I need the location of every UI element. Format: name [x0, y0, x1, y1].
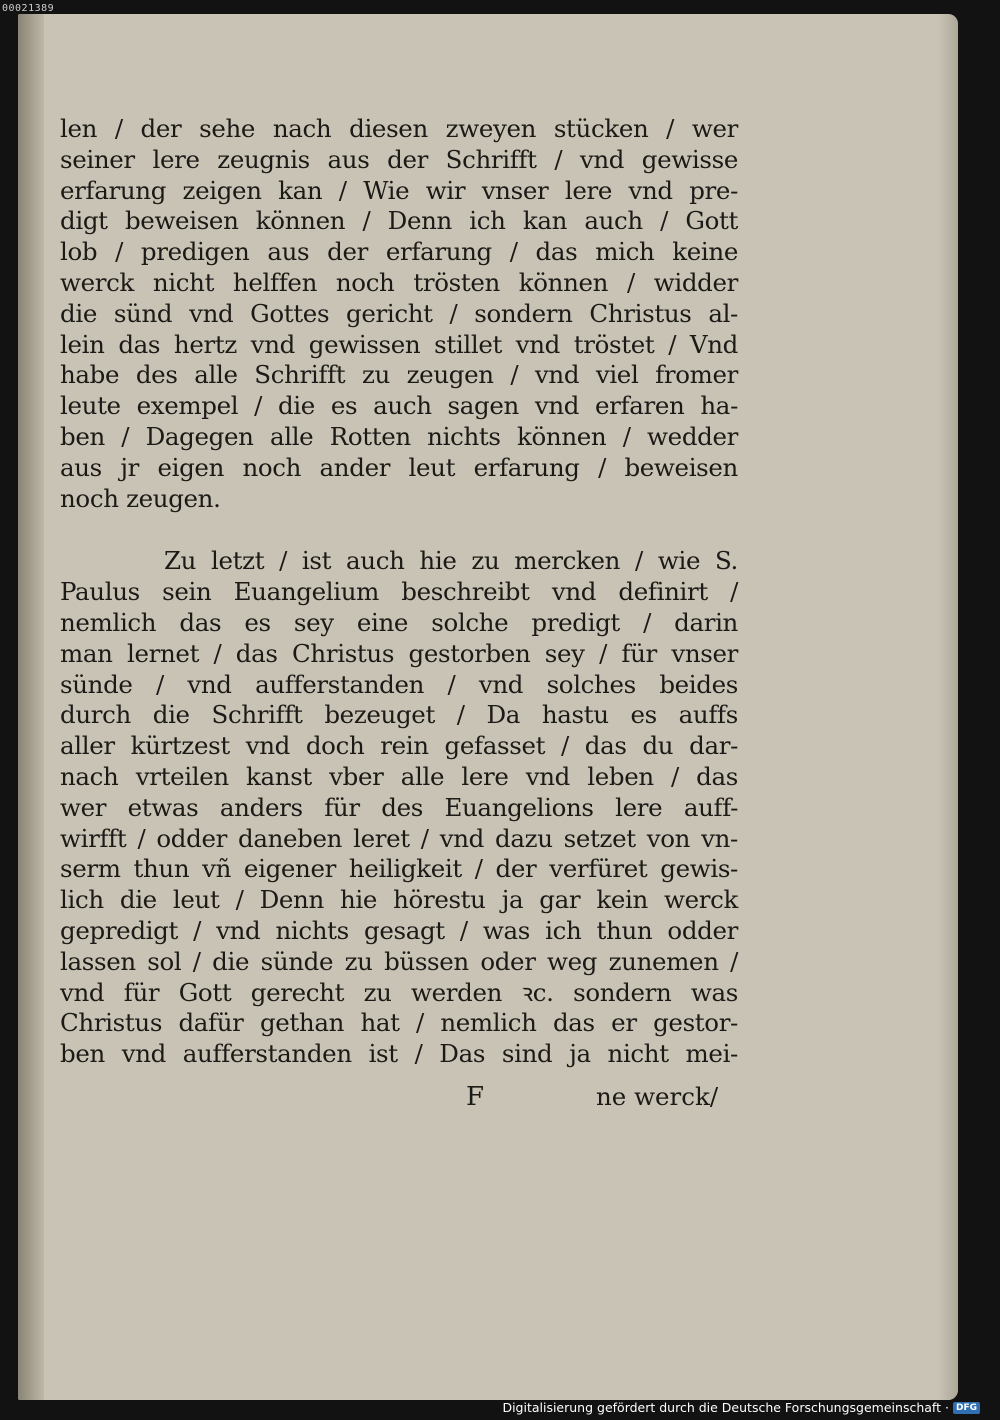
text-line: lein das hertz vnd gewissen stillet vnd tröstet / Vnd: [60, 329, 738, 359]
text-line: nemlich das es sey eine solche predigt / darin: [60, 607, 738, 637]
text-line: gepredigt / vnd nichts gesagt / was ich thun odder: [60, 915, 738, 945]
text-line: ben / Dagegen alle Rotten nichts können / wedder: [60, 421, 738, 451]
page-gutter: [18, 14, 44, 1400]
page-edge: [938, 14, 958, 1400]
scan-id: 00021389: [2, 3, 55, 14]
paragraph-1: [60, 114, 738, 514]
separator-dot: ·: [945, 1400, 949, 1415]
text-line: nach vrteilen kanst vber alle lere vnd leben / das: [60, 761, 738, 791]
text-line: noch zeugen.: [60, 483, 221, 513]
text-line: leute exempel / die es auch sagen vnd erfaren ha-: [60, 391, 738, 421]
text-line: lob / predigen aus der erfarung / das mich keine: [60, 237, 738, 267]
text-line: digt beweisen können / Denn ich kan auch / Gott: [60, 206, 738, 236]
text-line: lich die leut / Denn hie hörestu ja gar kein werck: [60, 885, 738, 915]
text-line: werck nicht helffen noch trösten können / widder: [60, 267, 738, 297]
text-line: wer etwas anders für des Euangelions lere auff-: [60, 792, 738, 822]
text-line: man lernet / das Christus gestorben sey / für vnser: [60, 638, 738, 668]
body-text: [60, 114, 738, 1070]
text-line: wirfft / odder daneben leret / vnd dazu setzet von vn-: [60, 823, 738, 853]
paragraph-gap: [60, 514, 738, 546]
text-line: lassen sol / die sünde zu büssen oder weg zunemen /: [60, 946, 738, 976]
signature-mark: F: [466, 1082, 485, 1112]
text-line: Christus dafür gethan hat / nemlich das er gestor-: [60, 1008, 738, 1038]
text-line: aus jr eigen noch ander leut erfarung / beweisen: [60, 452, 738, 482]
credit-text: Digitalisierung gefördert durch die Deutsche Forschungsgemeinschaft: [502, 1400, 941, 1415]
text-line: seiner lere zeugnis aus der Schrifft / vnd gewisse: [60, 144, 738, 174]
book-page: [18, 14, 958, 1400]
text-line: erfarung zeigen kan / Wie wir vnser lere vnd pre-: [60, 175, 738, 205]
text-line: sünde / vnd aufferstanden / vnd solches beides: [60, 669, 738, 699]
text-line: Paulus sein Euangelium beschreibt vnd definirt /: [60, 577, 738, 607]
text-line: vnd für Gott gerecht zu werden ꝛc. sondern was: [60, 977, 738, 1007]
text-line: ben vnd aufferstanden ist / Das sind ja nicht mei-: [60, 1039, 738, 1069]
text-line: len / der sehe nach diesen zweyen stücken / wer: [60, 114, 738, 143]
text-line: die sünd vnd Gottes gericht / sondern Christus al-: [60, 298, 738, 328]
text-line: Zu letzt / ist auch hie zu mercken / wie S.: [164, 546, 738, 576]
paragraph-2: [60, 546, 738, 1070]
text-line: serm thun vñ eigener heiligkeit / der verfüret gewis-: [60, 854, 738, 884]
text-line: aller kürtzest vnd doch rein gefasset / das du dar-: [60, 731, 738, 761]
catchword: ne werck/: [596, 1082, 719, 1111]
text-line: durch die Schrifft bezeuget / Da hastu es auffs: [60, 700, 738, 730]
digitization-credit: [502, 1400, 980, 1415]
dfg-logo-icon: DFG: [953, 1402, 980, 1414]
text-line: habe des alle Schrifft zu zeugen / vnd viel fromer: [60, 360, 738, 390]
